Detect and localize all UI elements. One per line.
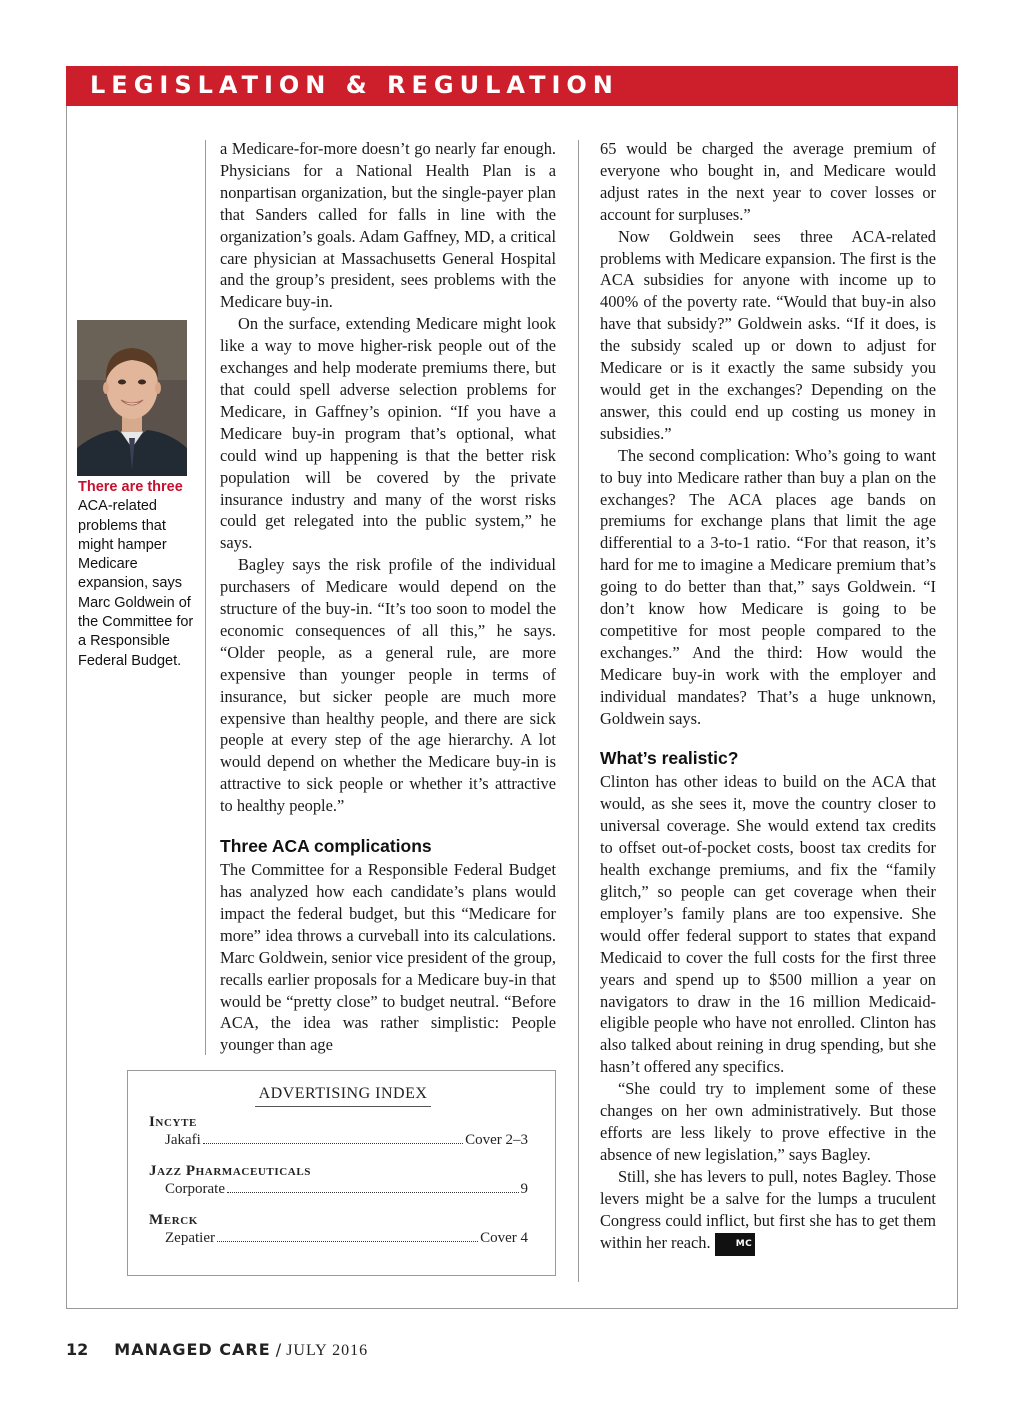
page-footer — [66, 1340, 368, 1360]
ad-page: Cover 2–3 — [465, 1132, 528, 1148]
ad-product: Corporate — [165, 1181, 225, 1197]
column-divider-right — [578, 140, 579, 1282]
ad-entry[interactable] — [165, 1181, 528, 1198]
portrait-image — [77, 320, 187, 476]
leader-dots — [203, 1143, 463, 1144]
leader-dots — [227, 1192, 519, 1193]
article-column-right — [600, 138, 936, 1256]
photo-caption — [78, 478, 198, 671]
article-column-middle — [220, 138, 556, 1056]
ad-page: Cover 4 — [480, 1230, 528, 1246]
leader-dots — [217, 1241, 478, 1242]
subheading: What’s realistic? — [600, 748, 739, 769]
ad-company: Merck — [149, 1212, 198, 1228]
paragraph: a Medicare-for-more doesn’t go nearly far enough. Physicians for a National Health Plan is a nonpartisan organization, but the single-payer plan that Sanders called for falls in line with the organization’s goals. Adam Gaffney, MD, a critical care physician at Massachusetts General Hospital and the group’s president, sees problems with the Medicare buy-in. — [220, 139, 556, 312]
paragraph: Now Goldwein sees three ACA-related problems with Medicare expansion. The first is the ACA subsidies for anyone with income up to 400% of the poverty rate. “Would that buy-in also have that subsidy?” Goldwein asks. “If it does, is the subsidy scaled up or down to adjust for Medicare or is it exactly the same subsidy you would get in the exchanges? Depending on the answer, this could end up costing us money in subsidies.” — [600, 226, 936, 443]
paragraph — [600, 1166, 936, 1257]
paragraph: “She could try to implement some of these changes on her own administratively. But those efforts are less likely to prove effective in the absence of new legislation,” says Bagley. — [600, 1079, 936, 1164]
ad-page: 9 — [520, 1181, 528, 1197]
section-title: LEGISLATION & REGULATION — [90, 71, 619, 99]
section-header-bar — [66, 66, 958, 106]
paragraph: The second complication: Who’s going to want to buy into Medicare rather than buy a plan on the exchanges? The ACA places age bands on premiums for exchange plans that limit the age differential to a 3-to-1 ratio. “For that reason, it’s hard for me to imagine a Medicare premium that’s going to do better than that,” says Goldwein. “I don’t know how Medicare is going to be competitive for most people compared to the exchanges.” And the third: How would the Medicare buy-in work with the employer and individual mandates? That’s a huge unknown, Goldwein says. — [600, 445, 936, 728]
ad-product: Zepatier — [165, 1230, 215, 1246]
paragraph: Bagley says the risk profile of the individual purchasers of Medicare would depend on the structure of the buy-in. “It’s too soon to model the economic consequences of all this,” he says. “Older people, as a general rule, are more expensive than younger people in terms of insurance, but sicker people are much more expensive than healthy people, and there are sick people at every step of the age hierarchy. A lot would depend on whether the Medicare buy-in is attractive to sick people or whether it’s attractive to healthy people.” — [220, 555, 556, 816]
paragraph-text: Still, she has levers to pull, notes Bagley. Those levers might be a salve for the lumps a truculent Congress could inflict, but first she has to get them within her reach. — [600, 1166, 936, 1252]
ad-company: Jazz Pharmaceuticals — [149, 1163, 311, 1179]
end-mark-badge: MC — [715, 1233, 756, 1257]
ad-product: Jakafi — [165, 1132, 201, 1148]
page-number: 12 — [66, 1340, 89, 1359]
advertising-index — [127, 1070, 556, 1276]
paragraph: The Committee for a Responsible Federal Budget has analyzed how each candidate’s plans would impact the federal budget, but this “Medicare for more” idea throws a curveball into its calculations. Marc Goldwein, senior vice president of the group, recalls earlier proposals for a Medicare buy-in that would be “pretty close” to budget neutral. “Before ACA, the idea was rather simplistic: People younger than age — [220, 860, 556, 1055]
ad-index-title: ADVERTISING INDEX — [255, 1085, 431, 1107]
caption-lead: There are three — [78, 479, 183, 495]
author-photo — [77, 320, 187, 476]
paragraph: Clinton has other ideas to build on the ACA that would, as she sees it, move the country closer to universal coverage. She would extend tax credits to offset out-of-pocket costs, boost tax credits for health exchange premiums, and fix the “family glitch,” so people can get coverage when their employer’s family plans are too expensive. She would offer federal support to states that expand Medicaid to cover the full costs for the first three years and spend up to $500 million a year on navigators to draw in the 16 million Medicaid-eligible people who have not enrolled. Clinton has also talked about reining in drug spending, but she hasn’t offered any specifics. — [600, 772, 936, 1077]
ad-entry[interactable] — [165, 1132, 528, 1149]
issue-date: JULY 2016 — [286, 1342, 369, 1359]
subheading: Three ACA complications — [220, 836, 432, 857]
paragraph: 65 would be charged the average premium of everyone who bought in, and Medicare would adjust rates in the next year to cover losses or account for surpluses.” — [600, 139, 936, 224]
paragraph: On the surface, extending Medicare might look like a way to move higher-risk people out of the exchanges and help moderate premiums there, but that could spell adverse selection problems for Medicare, in Gaffney’s opinion. “If you have a Medicare buy-in program that’s optional, what could wind up happening is that the better risk population will be covered by the private insurance industry and many of the worst risks could get relegated into the public system,” he says. — [220, 314, 556, 553]
footer-separator: / — [270, 1340, 287, 1359]
caption-body: ACA-related problems that might hamper Medicare expansion, says Marc Goldwein of the Committee for a Responsible Federal Budget. — [78, 498, 194, 669]
ad-entry[interactable] — [165, 1230, 528, 1247]
ad-company: Incyte — [149, 1114, 197, 1130]
magazine-name: MANAGED CARE — [114, 1340, 271, 1359]
column-divider-left — [205, 140, 206, 1055]
